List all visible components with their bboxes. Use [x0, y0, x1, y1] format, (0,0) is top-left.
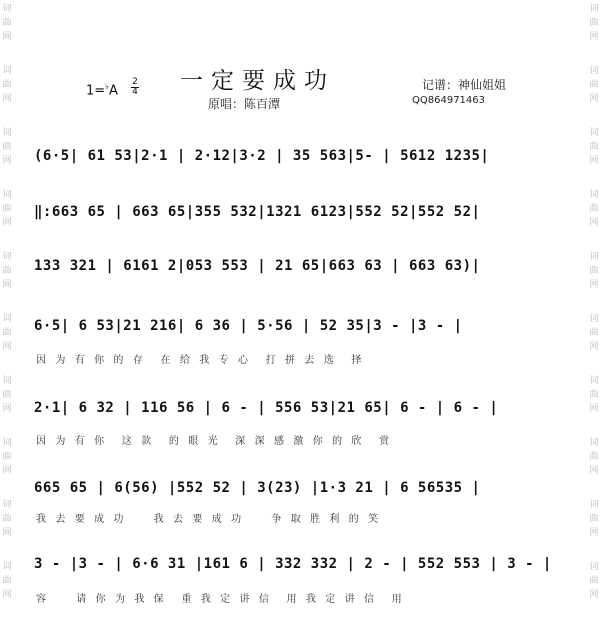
- watermark-char: 词: [589, 376, 599, 386]
- watermark-char: 曲: [2, 452, 12, 462]
- watermark-char: 曲: [589, 452, 599, 462]
- watermark-char: 词: [2, 500, 12, 510]
- watermark-char: 词: [2, 252, 12, 262]
- watermark-char: 词: [2, 190, 12, 200]
- staff-line-7: 3 - |3 - | 6·6 31 |161 6 | 332 332 | 2 - | 552 553 | 3 - |: [34, 556, 552, 572]
- staff-line-1: (6·5| 61 53|2·1 | 2·12|3·2 | 35 563|5- | 5612 1235|: [34, 148, 490, 164]
- staff-line-3: 133 321 | 6161 2|053 553 | 21 65|663 63 | 663 63)|: [34, 258, 481, 274]
- transcriber: 记谱：神仙姐姐: [422, 78, 507, 92]
- watermark-char: 网: [2, 404, 12, 414]
- watermark-char: 网: [2, 156, 12, 166]
- watermark-char: 网: [589, 218, 599, 228]
- watermark-char: 词: [589, 438, 599, 448]
- watermark-char: 网: [589, 342, 599, 352]
- watermark-char: 网: [589, 404, 599, 414]
- watermark-char: 曲: [2, 390, 12, 400]
- watermark-char: 词: [589, 128, 599, 138]
- watermark-char: 词: [589, 4, 599, 14]
- watermark-char: 词: [589, 252, 599, 262]
- watermark-char: 曲: [589, 266, 599, 276]
- watermark-char: 词: [2, 66, 12, 76]
- watermark-char: 曲: [589, 514, 599, 524]
- watermark-char: 曲: [2, 80, 12, 90]
- watermark-char: 网: [589, 32, 599, 42]
- watermark-char: 曲: [589, 80, 599, 90]
- watermark-left: [0, 0, 14, 639]
- watermark-char: 词: [589, 190, 599, 200]
- watermark-char: 词: [589, 314, 599, 324]
- watermark-char: 网: [2, 218, 12, 228]
- watermark-char: 网: [589, 94, 599, 104]
- watermark-char: 词: [589, 500, 599, 510]
- watermark-char: 网: [589, 590, 599, 600]
- watermark-char: 网: [589, 466, 599, 476]
- watermark-char: 曲: [589, 390, 599, 400]
- watermark-char: 网: [589, 156, 599, 166]
- watermark-char: 曲: [589, 18, 599, 28]
- watermark-char: 词: [2, 562, 12, 572]
- staff-line-4: 6·5| 6 53|21 216| 6 36 | 5·56 | 52 35|3 - |3 - |: [34, 318, 463, 334]
- watermark-char: 词: [2, 376, 12, 386]
- watermark-char: 曲: [2, 142, 12, 152]
- watermark-char: 网: [589, 528, 599, 538]
- watermark-char: 词: [2, 4, 12, 14]
- watermark-char: 曲: [2, 266, 12, 276]
- watermark-char: 网: [2, 342, 12, 352]
- lyric-line-2: 因 为 有 你 这 款 的 眼 光 深 深 感 激 你 的 欣 赏: [36, 436, 391, 447]
- contact-qq: QQ864971463: [412, 95, 486, 106]
- watermark-char: 曲: [2, 204, 12, 214]
- watermark-char: 网: [2, 32, 12, 42]
- watermark-char: 词: [2, 438, 12, 448]
- watermark-char: 曲: [589, 328, 599, 338]
- watermark-char: 网: [2, 466, 12, 476]
- watermark-char: 网: [2, 94, 12, 104]
- watermark-char: 词: [2, 314, 12, 324]
- watermark-char: 曲: [2, 328, 12, 338]
- staff-line-5: 2·1| 6 32 | 116 56 | 6 - | 556 53|21 65| 6 - | 6 - |: [34, 400, 499, 416]
- song-title: 一定要成功: [180, 68, 335, 94]
- watermark-char: 曲: [2, 576, 12, 586]
- watermark-char: 曲: [2, 514, 12, 524]
- watermark-char: 曲: [589, 142, 599, 152]
- time-signature: 2 4: [132, 77, 138, 97]
- staff-line-2: ‖:663 65 | 663 65|355 532|1321 6123|552 52|552 52|: [34, 204, 481, 220]
- staff-line-6: 665 65 | 6(56) |552 52 | 3(23) |1·3 21 | 6 56535 |: [34, 480, 481, 496]
- watermark-char: 网: [2, 280, 12, 290]
- watermark-right: [587, 0, 601, 639]
- original-singer: 原唱：陈百潭: [208, 97, 281, 111]
- lyric-line-4: 容 请 你 为 我 保 重 我 定 讲 信 用 我 定 讲 信 用: [36, 594, 403, 605]
- watermark-char: 曲: [589, 576, 599, 586]
- watermark-char: 曲: [2, 18, 12, 28]
- watermark-char: 网: [589, 280, 599, 290]
- watermark-char: 词: [589, 66, 599, 76]
- watermark-char: 曲: [589, 204, 599, 214]
- watermark-char: 网: [2, 528, 12, 538]
- watermark-char: 网: [2, 590, 12, 600]
- watermark-char: 词: [2, 128, 12, 138]
- lyric-line-3: 我 去 要 成 功 我 去 要 成 功 争 取 胜 利 的 笑: [36, 514, 380, 525]
- key-signature: 1=♭A: [86, 82, 118, 99]
- watermark-char: 词: [589, 562, 599, 572]
- lyric-line-1: 因 为 有 你 的 存 在 给 我 专 心 打 拼 去 选 择: [36, 355, 363, 366]
